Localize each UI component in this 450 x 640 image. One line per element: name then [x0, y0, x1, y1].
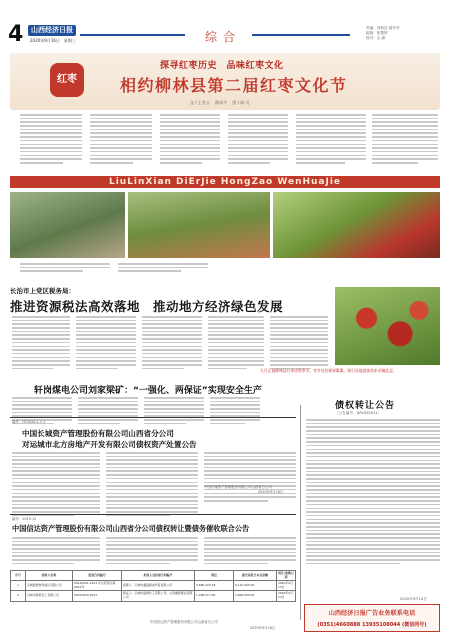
table-cell: 保证人：运城市盛源化工有限公司；山西鑫源煤业有限公司	[122, 591, 195, 601]
header-rule-right	[252, 34, 350, 36]
sidebar-rule-left	[300, 405, 301, 620]
article1-col-2	[76, 316, 136, 371]
pinyin-text: LiuLinXian DiErJie HongZao WenHuaJie	[108, 177, 342, 187]
notice2-col-3	[204, 537, 296, 567]
apple-photo	[335, 287, 440, 365]
table-cell: 09120001-2013 年运营借字第0012号	[73, 581, 122, 591]
paper-name-badge	[28, 25, 76, 36]
notice1-title-2: 对运城市北方房地产开发有限公司债权资产处置公告	[22, 440, 197, 449]
table-header-cell: 转让/收购日期	[277, 571, 296, 581]
notice2-title: 中国信达资产管理股份有限公司山西省分公司债权转让暨债务催收联合公告	[12, 524, 250, 533]
article1-col-1	[12, 316, 70, 371]
notice2-date: 2020年9月16日	[250, 626, 276, 630]
table-cell: 6,110,000.00	[234, 581, 277, 591]
table-header-cell: 截至基准日本金余额	[234, 571, 277, 581]
pinyin-strip	[10, 176, 440, 188]
table-header-cell: 序号	[11, 571, 26, 581]
ad-box	[304, 604, 440, 632]
notice2-col-1	[12, 537, 100, 567]
section-title: 综合	[205, 30, 242, 44]
table-cell: 2	[11, 591, 26, 601]
photo-1	[10, 192, 125, 258]
sidebar-signoff: 2020年9月14日	[400, 597, 427, 601]
table-row	[11, 581, 296, 591]
notice2-ref: 编号：2019-12	[12, 517, 37, 521]
article1-title: 推进资源税法高效落地 推动地方经济绿色发展	[10, 299, 284, 314]
editor-line-3: 校对：山 渝	[366, 36, 386, 40]
banner-text-col-5	[296, 114, 366, 166]
table-cell: 运城市新源化工有限公司	[26, 591, 73, 601]
editor-line-1: 责编：刘秋浣 郝冬华	[366, 26, 400, 30]
notice1-col-1	[12, 452, 100, 518]
notice1-top-rule	[10, 417, 296, 418]
notice2-col-2	[106, 537, 198, 567]
article1-intro: 长治市上党区税务局：	[10, 287, 75, 295]
banner-text-col-6	[372, 114, 438, 166]
banner-text-col-1	[20, 114, 82, 166]
banner-title: 相约柳林县第二届红枣文化节	[120, 76, 348, 95]
article2-col-4	[210, 397, 260, 427]
page-number: 4	[8, 22, 24, 47]
table-cell: 1	[11, 581, 26, 591]
article1-col-3	[142, 316, 202, 371]
notice1-signoff: 中国长城资产管理股份有限公司山西省分公司	[204, 485, 272, 489]
table-header-cell: 借款合同编号	[73, 571, 122, 581]
ad-phone: (0351)4660888 13935108044 (微信同号)	[317, 622, 427, 628]
notice1-ref: 编号：HT2020-1.1.1	[12, 420, 46, 424]
page-header	[0, 0, 450, 47]
table-header-cell: 债务人名称	[26, 571, 73, 581]
ad-title: 山西经济日报广告业务联系电话	[328, 610, 416, 617]
photo-2	[128, 192, 270, 258]
notice1-date: 2020年9月16日	[258, 490, 284, 494]
table-header-cell: 利息	[195, 571, 234, 581]
sidebar-title: 债权转让公告	[335, 401, 396, 411]
logo-badge	[50, 63, 84, 97]
logo-text: 红枣	[57, 74, 77, 85]
banner-kicker: 探寻红枣历史 品味红枣文化	[160, 61, 284, 71]
notice1-title-1: 中国长城资产管理股份有限公司山西省分公司	[22, 429, 174, 438]
article2-col-2	[78, 397, 138, 427]
banner-byline: 文 / 王芳云 路录平 图 / 陈 可	[190, 100, 250, 105]
sidebar-text	[306, 419, 440, 567]
article1-col-4	[208, 316, 264, 371]
banner-photo-caption: 九月正值柳林县红枣成熟季节，枣乡处处硕果累累，吸引各地游客前来采摘品尝。	[260, 368, 397, 373]
table-cell: 抵押人：运城市鑫盛粮油贸易有限公司	[122, 581, 195, 591]
article2-col-3	[144, 397, 204, 427]
article1-col-5	[270, 316, 328, 371]
banner-text-col-4	[228, 114, 288, 166]
banner-text-col-3	[160, 114, 220, 166]
table-row	[11, 591, 296, 601]
table-cell: 2020年9月13日	[277, 581, 296, 591]
festival-banner	[10, 53, 440, 110]
header-rule-left	[80, 34, 185, 36]
notice2-signoff: 中国信达资产管理股份有限公司山西省分公司	[150, 620, 218, 624]
table-header-cell: 担保人及担保合同编号	[122, 571, 195, 581]
sidebar-subtitle: 〔公告编号：QP2020011〕	[335, 411, 382, 415]
photo-3	[273, 192, 440, 258]
table-cell: 运城粮食物资储运有限公司	[26, 581, 73, 591]
photo-row-text-col-2	[118, 263, 208, 274]
notice2-top-rule	[10, 514, 296, 515]
banner-text-col-2	[90, 114, 152, 166]
article2-title: 轩岗煤电公司刘家梁矿：“一强化、两保证”实现安全生产	[34, 386, 262, 396]
photo-row-text-col-1	[20, 263, 110, 274]
header-date: 2020年9月16日 星期三	[30, 38, 76, 43]
table-cell: 2020年9月13日	[277, 591, 296, 601]
table-cell: 3,680,420.18	[195, 581, 234, 591]
paper-name: 山西经济日报	[31, 26, 73, 34]
table-cell: 04012020-2013	[73, 591, 122, 601]
notice1-col-3	[204, 452, 296, 504]
notice2-table	[10, 570, 296, 602]
table-cell: 1,298,517.60	[195, 591, 234, 601]
notice1-col-2	[106, 452, 198, 518]
table-header-row	[11, 571, 296, 581]
editor-line-2: 组版：张慧婷	[366, 31, 388, 35]
table-cell: 2,800,000.00	[234, 591, 277, 601]
